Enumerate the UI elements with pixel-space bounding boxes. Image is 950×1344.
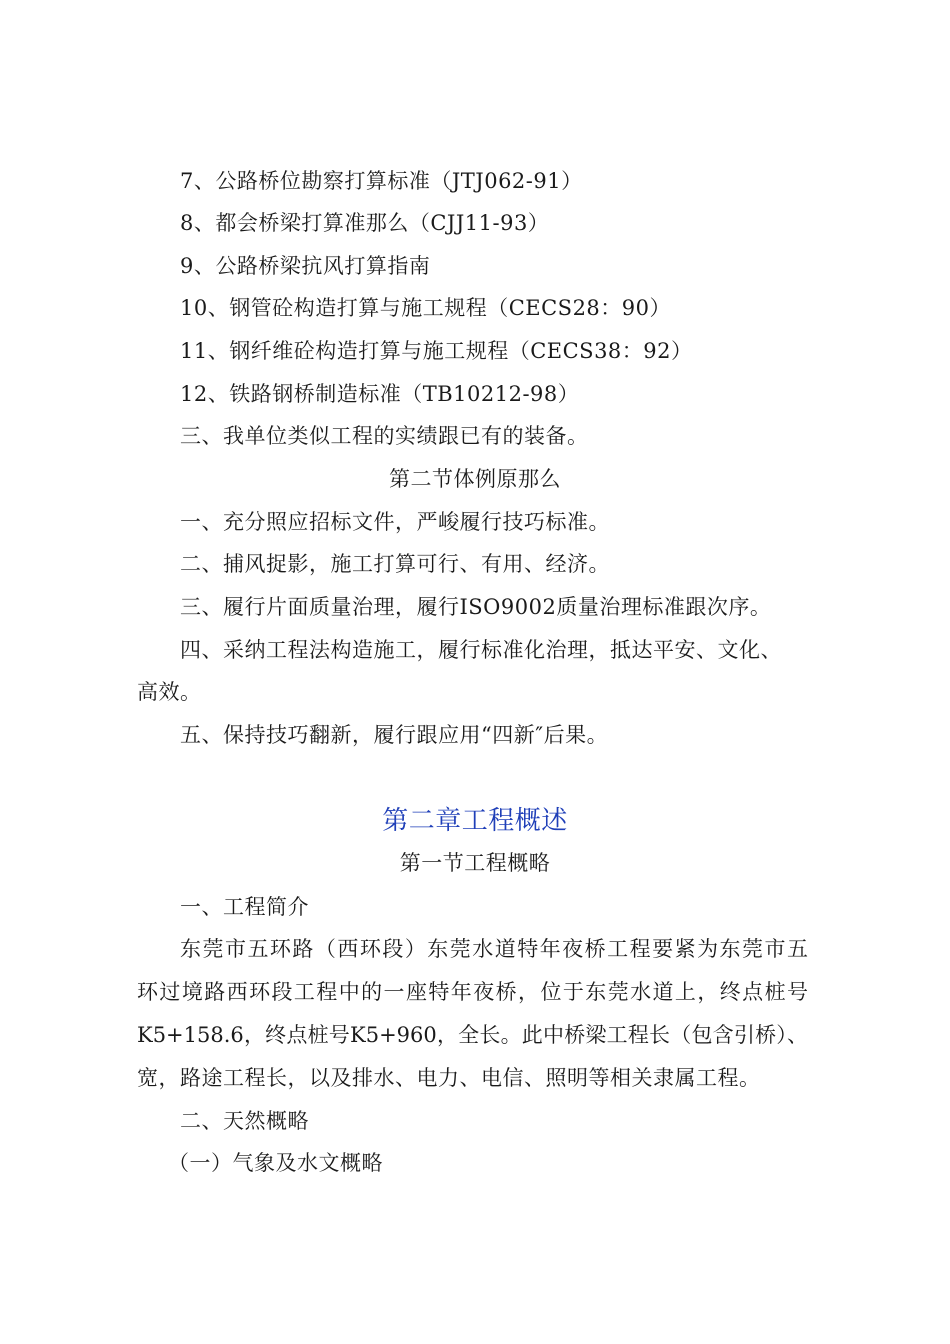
section-1-title: 第一节工程概略 — [399, 851, 551, 875]
paragraph-line-4: 宽，路途工程长，以及排水、电力、电信、照明等相关隶属工程。 — [137, 1066, 761, 1090]
principle-item-4-line2: 高效。 — [137, 680, 202, 704]
standard-item-9: 9、公路桥梁抗风打算指南 — [180, 254, 431, 278]
principle-item-5: 五、保持技巧翻新，履行跟应用“四新″后果。 — [180, 723, 609, 747]
principle-item-3: 三、履行片面质量治理，履行ISO9002质量治理标准跟次序。 — [180, 595, 772, 619]
intro-heading: 一、工程简介 — [180, 895, 309, 919]
item-three: 三、我单位类似工程的实绩跟已有的装备。 — [180, 424, 589, 448]
weather-hydrology-heading: （一）气象及水文概略 — [168, 1151, 383, 1175]
chapter-2-title: 第二章工程概述 — [382, 806, 568, 836]
paragraph-line-1: 东莞市五环路（西环段）东莞水道特年夜桥工程要紧为东莞市五 — [180, 937, 808, 961]
nature-heading: 二、天然概略 — [180, 1109, 309, 1133]
section-2-title: 第二节体例原那么 — [389, 467, 561, 491]
standard-item-8: 8、都会桥梁打算准那么（CJJ11-93） — [180, 211, 550, 235]
standard-item-7: 7、公路桥位勘察打算标准（JTJ062-91） — [180, 169, 583, 193]
standard-item-10: 10、钢管砼构造打算与施工规程（CECS28：90） — [180, 296, 672, 320]
principle-item-1: 一、充分照应招标文件，严峻履行技巧标准。 — [180, 510, 610, 534]
standard-item-11: 11、钢纤维砼构造打算与施工规程（CECS38：92） — [180, 339, 693, 363]
paragraph-line-2: 环过境路西环段工程中的一座特年夜桥，位于东莞水道上，终点桩号 — [137, 980, 808, 1004]
standard-item-12: 12、铁路钢桥制造标准（TB10212-98） — [180, 382, 580, 406]
paragraph-line-3: K5+158.6，终点桩号K5+960，全长。此中桥梁工程长（包含引桥）、 — [137, 1023, 808, 1047]
principle-item-2: 二、捕风捉影，施工打算可行、有用、经济。 — [180, 552, 610, 576]
principle-item-4-line1: 四、采纳工程法构造施工，履行标准化治理，抵达平安、文化、 — [180, 638, 782, 662]
